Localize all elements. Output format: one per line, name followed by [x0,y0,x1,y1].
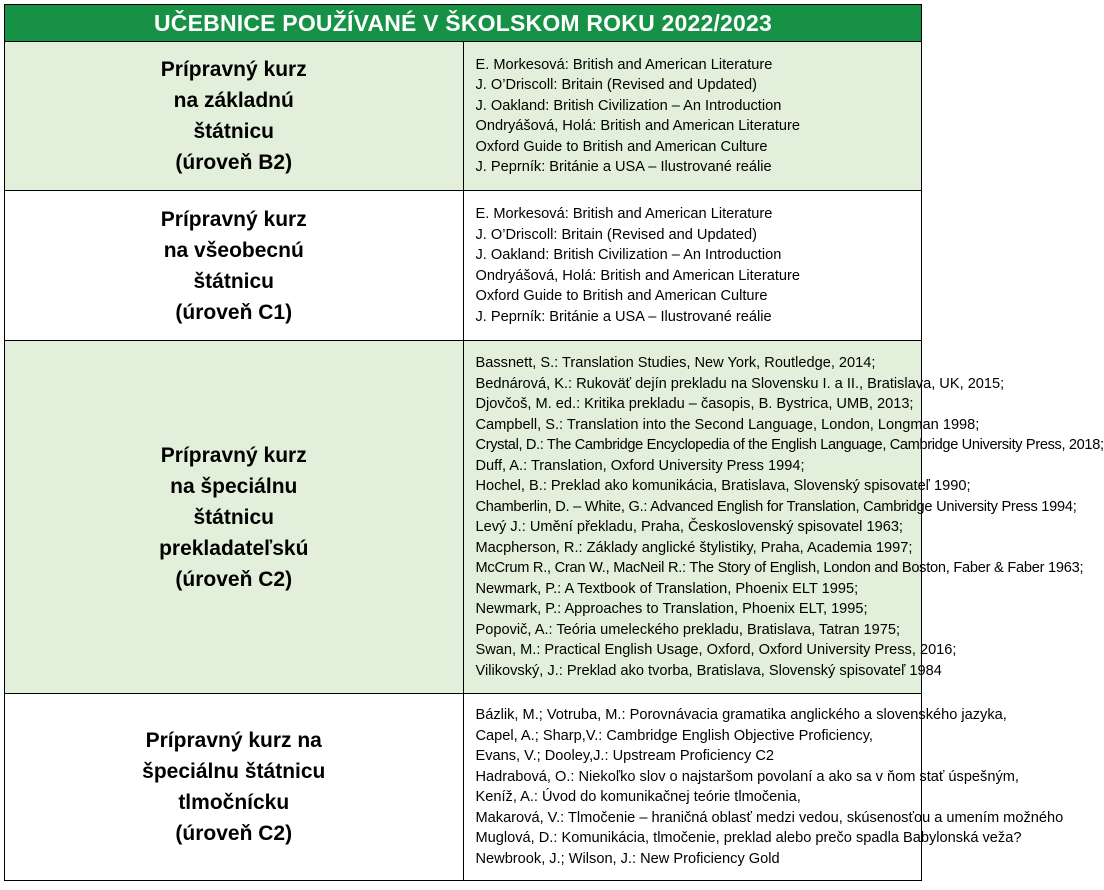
course-label-line: na všeobecnú [163,238,304,262]
textbook-item: J. O’Driscoll: Britain (Revised and Updated) [475,226,757,243]
course-label-line: štátnicu [193,120,274,143]
course-label-line: (úroveň C2) [175,822,293,845]
textbook-item: Bednárová, K.: Rukoväť dejín prekladu na Slovensku I. a II., Bratislava, UK, 2015; [475,375,1005,392]
textbook-item: Oxford Guide to British and American Culture [475,138,768,155]
course-label [5,694,464,881]
course-label-line: (úroveň C1) [175,300,293,324]
course-label [5,191,464,341]
textbook-list [463,42,922,191]
textbook-item: Ondryášová, Holá: British and American Literature [475,118,800,134]
course-label-line: Prípravný kurz na [145,729,322,752]
textbook-item: Popovič, A.: Teória umeleckého prekladu, Bratislava, Tatran 1975; [475,621,901,638]
course-row-c2-interpreting [5,694,922,881]
textbook-list [463,341,1104,694]
textbook-item: Levý J.: Umění překladu, Praha, Československý spisovatel 1963; [475,519,903,535]
textbook-item: Ondryášová, Holá: British and American Literature [475,267,800,284]
textbook-item: Keníž, A.: Úvod do komunikačnej teórie tlmočenia, [475,789,801,805]
textbook-item: Bassnett, S.: Translation Studies, New York, Routledge, 2014; [475,355,876,371]
textbook-list [463,191,922,341]
textbook-item: Duff, A.: Translation, Oxford University Press 1994; [475,457,805,474]
course-label-line: (úroveň B2) [175,151,293,174]
textbook-item: Chamberlin, D. – White, G.: Advanced English for Translation, Cambridge University Press 1994; [475,498,1077,515]
course-label-line: na základnú [173,89,294,112]
table-title: UČEBNICE POUŽÍVANÉ V ŠKOLSKOM ROKU 2022/2023 [5,5,922,42]
course-label-line: špeciálnu štátnicu [142,760,326,783]
textbook-item: Macpherson, R.: Základy anglické štylistiky, Praha, Academia 1997; [475,539,913,556]
textbook-item: Newbrook, J.; Wilson, J.: New Proficiency Gold [475,850,780,867]
course-label-line: Prípravný kurz [160,207,307,231]
title-row [5,5,922,42]
textbooks-table [4,4,1104,881]
textbook-item: Swan, M.: Practical English Usage, Oxford, Oxford University Press, 2016; [475,642,957,658]
textbook-item: Newmark, P.: Approaches to Translation, Phoenix ELT, 1995; [475,601,868,617]
textbook-item: Evans, V.; Dooley,J.: Upstream Proficiency C2 [475,748,774,764]
course-row-c1 [5,191,922,341]
textbook-item: J. O’Driscoll: Britain (Revised and Updated) [475,77,757,93]
course-label-line: tlmočnícku [178,791,290,814]
textbook-item: Hadrabová, O.: Niekoľko slov o najstaršom povolaní a ako sa v ňom stať úspešným, [475,768,1019,785]
textbook-item: J. Peprník: Británie a USA – Ilustrované reálie [475,159,772,175]
textbook-item: E. Morkesová: British and American Literature [475,206,773,222]
textbook-item: Hochel, B.: Preklad ako komunikácia, Bratislava, Slovenský spisovateľ 1990; [475,478,971,494]
course-label-line: (úroveň C2) [175,567,293,591]
course-label-line: na špeciálnu [170,474,298,498]
textbook-item: Vilikovský, J.: Preklad ako tvorba, Bratislava, Slovenský spisovateľ 1984 [475,662,942,679]
textbook-item: E. Morkesová: British and American Literature [475,56,773,73]
textbook-item: Capel, A.; Sharp,V.: Cambridge English Objective Proficiency, [475,727,873,744]
textbook-item: Makarová, V.: Tlmočenie – hraničná oblasť medzi vedou, skúsenosťou a umením možného [475,809,1064,826]
course-label-line: štátnicu [193,505,274,529]
course-row-b2 [5,42,922,191]
textbook-item: Muglová, D.: Komunikácia, tlmočenie, preklad alebo prečo spadla Babylonská veža? [475,830,1022,846]
textbook-list [463,694,1064,881]
textbook-item: Newmark, P.: A Textbook of Translation, Phoenix ELT 1995; [475,580,859,597]
course-label [5,42,464,191]
course-label [5,341,464,694]
textbook-item: J. Peprník: Británie a USA – Ilustrované reálie [475,308,772,325]
textbook-item: McCrum R., Cran W., MacNeil R.: The Story of English, London and Boston, Faber & Faber 1963; [475,560,1084,576]
course-label-line: štátnicu [193,269,274,293]
textbook-item: J. Oakland: British Civilization – An Introduction [475,247,782,263]
textbook-item: Bázlik, M.; Votruba, M.: Porovnávacia gramatika anglického a slovenského jazyka, [475,707,1007,723]
textbook-item: Campbell, S.: Translation into the Second Language, London, Longman 1998; [475,416,980,433]
textbook-item: Oxford Guide to British and American Culture [475,288,768,304]
textbook-item: Crystal, D.: The Cambridge Encyclopedia of the English Language, Cambridge University Press, 2018; [475,437,1104,453]
textbook-item: J. Oakland: British Civilization – An Introduction [475,97,782,114]
course-label-line: Prípravný kurz [160,443,307,467]
course-label-line: prekladateľskú [159,536,309,560]
course-row-c2-translation [5,341,922,694]
course-label-line: Prípravný kurz [160,58,307,81]
textbook-item: Djovčoš, M. ed.: Kritika prekladu – časopis, B. Bystrica, UMB, 2013; [475,396,914,412]
